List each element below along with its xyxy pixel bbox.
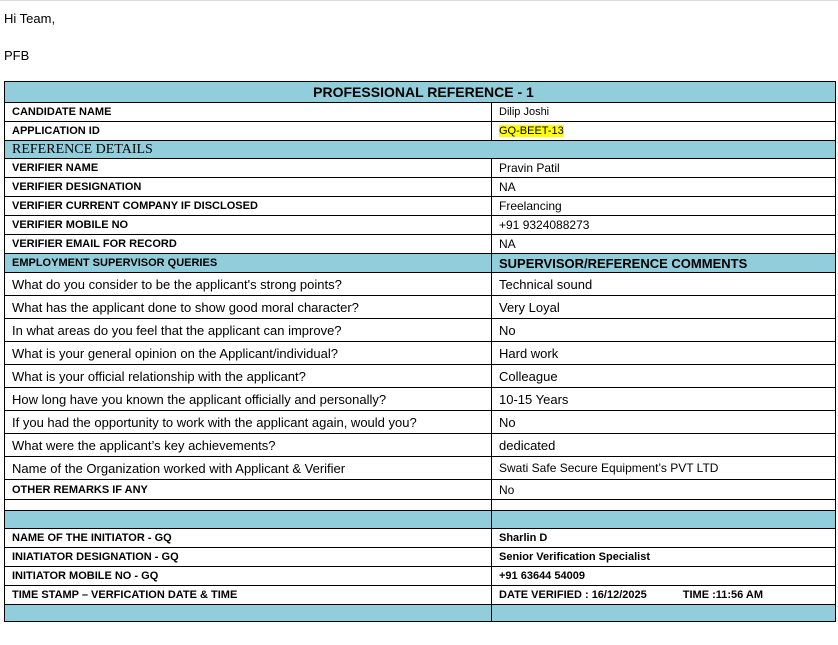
- table-title-row: [5, 82, 836, 103]
- table-title: PROFESSIONAL REFERENCE - 1: [5, 82, 836, 103]
- candidate-name-row: [5, 103, 836, 122]
- query-row: [5, 388, 836, 411]
- top-divider: [0, 0, 838, 1]
- separator-cell: [5, 511, 492, 529]
- query-question: What were the applicant’s key achievements?: [5, 434, 492, 457]
- footer-cell: [492, 605, 836, 622]
- queries-header-right: SUPERVISOR/REFERENCE COMMENTS: [492, 254, 836, 273]
- query-answer: 10-15 Years: [492, 388, 836, 411]
- query-question: What is your official relationship with the applicant?: [5, 365, 492, 388]
- application-id-label: APPLICATION ID: [5, 122, 492, 141]
- query-answer: Swati Safe Secure Equipment’s PVT LTD: [492, 457, 836, 480]
- queries-header-row: [5, 254, 836, 273]
- query-question: What is your general opinion on the Applicant/individual?: [5, 342, 492, 365]
- query-row: [5, 434, 836, 457]
- initiator-mobile-label: INITIATOR MOBILE NO - GQ: [5, 567, 492, 586]
- query-row: [5, 457, 836, 480]
- initiator-designation-label: INIATIATOR DESIGNATION - GQ: [5, 548, 492, 567]
- verifier-row: [5, 235, 836, 254]
- queries-header-left: EMPLOYMENT SUPERVISOR QUERIES: [5, 254, 492, 273]
- footer-row: [5, 605, 836, 622]
- query-row: [5, 319, 836, 342]
- initiator-name-value: Sharlin D: [492, 529, 836, 548]
- verifier-email-label: VERIFIER EMAIL FOR RECORD: [5, 235, 492, 254]
- verifier-name-label: VERIFIER NAME: [5, 159, 492, 178]
- verifier-email-value: NA: [492, 235, 836, 254]
- reference-details-row: [5, 141, 836, 159]
- verifier-company-value: Freelancing: [492, 197, 836, 216]
- verifier-company-label: VERIFIER CURRENT COMPANY IF DISCLOSED: [5, 197, 492, 216]
- initiator-mobile-value: +91 63644 54009: [492, 567, 836, 586]
- separator-row: [5, 511, 836, 529]
- verifier-row: [5, 178, 836, 197]
- professional-reference-table: [4, 81, 836, 622]
- verifier-row: [5, 159, 836, 178]
- query-answer: Hard work: [492, 342, 836, 365]
- query-row: [5, 411, 836, 434]
- initiator-row: [5, 529, 836, 548]
- initiator-row: [5, 567, 836, 586]
- initiator-row: [5, 548, 836, 567]
- query-row: [5, 365, 836, 388]
- verifier-mobile-label: VERIFIER MOBILE NO: [5, 216, 492, 235]
- query-row: [5, 273, 836, 296]
- query-question: What do you consider to be the applicant's strong points?: [5, 273, 492, 296]
- time-verified: TIME :11:56 AM: [682, 589, 764, 601]
- query-answer: dedicated: [492, 434, 836, 457]
- candidate-name-label: CANDIDATE NAME: [5, 103, 492, 122]
- blank-row: [5, 500, 836, 511]
- query-question: What has the applicant done to show good moral character?: [5, 296, 492, 319]
- query-answer: No: [492, 319, 836, 342]
- candidate-name-value: Dilip Joshi: [492, 103, 836, 122]
- query-question: Name of the Organization worked with Applicant & Verifier: [5, 457, 492, 480]
- timestamp-label: TIME STAMP – VERFICATION DATE & TIME: [5, 586, 492, 605]
- query-question: If you had the opportunity to work with the applicant again, would you?: [5, 411, 492, 434]
- blank-cell: [492, 500, 836, 511]
- verifier-designation-label: VERIFIER DESIGNATION: [5, 178, 492, 197]
- greeting: Hi Team,: [4, 11, 56, 26]
- footer-cell: [5, 605, 492, 622]
- verifier-name-value: Pravin Patil: [492, 159, 836, 178]
- email-note: PFB: [4, 48, 30, 63]
- verifier-row: [5, 197, 836, 216]
- application-id-cell: [492, 122, 836, 141]
- blank-cell: [5, 500, 492, 511]
- verifier-mobile-value: +91 9324088273: [492, 216, 836, 235]
- verifier-designation-value: NA: [492, 178, 836, 197]
- query-answer: Colleague: [492, 365, 836, 388]
- separator-cell: [492, 511, 836, 529]
- verifier-row: [5, 216, 836, 235]
- timestamp-row: [5, 586, 836, 605]
- date-verified: DATE VERIFIED : 16/12/2025: [499, 589, 647, 601]
- query-question: In what areas do you feel that the applicant can improve?: [5, 319, 492, 342]
- application-id-row: [5, 122, 836, 141]
- query-answer: No: [492, 411, 836, 434]
- other-remarks-row: [5, 480, 836, 500]
- other-remarks-label: OTHER REMARKS IF ANY: [5, 480, 492, 500]
- initiator-name-label: NAME OF THE INITIATOR - GQ: [5, 529, 492, 548]
- initiator-designation-value: Senior Verification Specialist: [492, 548, 836, 567]
- reference-details-heading: REFERENCE DETAILS: [5, 141, 836, 159]
- timestamp-value: [492, 586, 836, 605]
- query-row: [5, 296, 836, 319]
- query-answer: Very Loyal: [492, 296, 836, 319]
- query-row: [5, 342, 836, 365]
- query-answer: Technical sound: [492, 273, 836, 296]
- application-id-value: GQ-BEET-13: [499, 125, 564, 137]
- other-remarks-value: No: [492, 480, 836, 500]
- query-question: How long have you known the applicant officially and personally?: [5, 388, 492, 411]
